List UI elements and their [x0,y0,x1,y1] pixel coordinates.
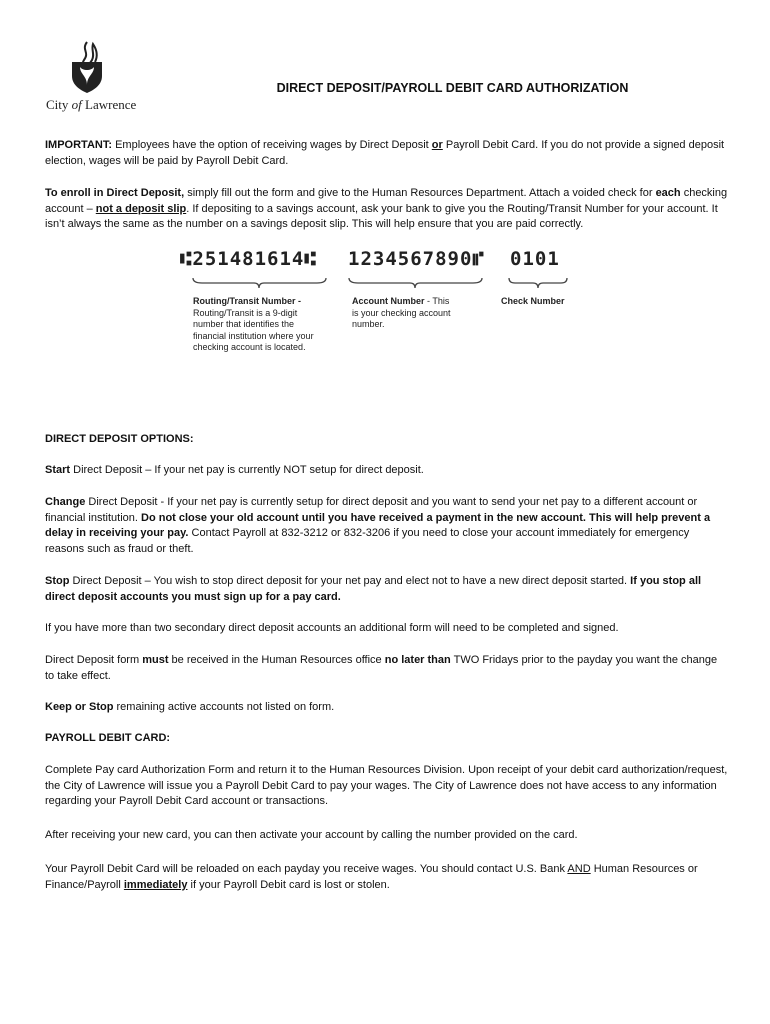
change-paragraph: Change Direct Deposit - If your net pay is currently setup for direct deposit and you want to send your net pay to a different account or financial institution. Do not close your old account until you have received a payment in the new account. This will help prevent a delay in receiving your pay. Contact Payroll at 832-3212 or 832-3206 if you need to close your account immediately for emergency reasons such as fraud or theft. [45,496,711,555]
page-title: DIRECT DEPOSIT/PAYROLL DEBIT CARD AUTHORIZATION [276,81,629,95]
deadline-paragraph: Direct Deposit form must be received in the Human Resources office no later than TWO Fridays prior to the payday you want the change to take effect. [45,654,718,682]
payroll-heading: PAYROLL DEBIT CARD: [45,732,171,744]
routing-label: Routing/Transit Number - Routing/Transit is a 9-digit number that identifies the financial institution where your checking account is located. [193,296,314,352]
activate-paragraph: After receiving your new card, you can then activate your account by calling the number provided on the card. [45,829,578,841]
check-brace-icon [508,277,568,289]
important-paragraph: IMPORTANT: Employees have the option of receiving wages by Direct Deposit or Payroll Debit Card. If you do not provide a signed deposit election, wages will be paid by Payroll Debit Card. [45,139,725,167]
reload-paragraph: Your Payroll Debit Card will be reloaded on each payday you receive wages. You should contact U.S. Bank AND Human Resources or Finance/Payroll immediately if your Payroll Debit card is lost or stolen. [45,863,698,891]
check-sample-diagram [180,248,580,378]
account-brace-icon [348,277,483,289]
city-logo [38,40,138,112]
routing-number: ⑆251481614⑆ [180,248,317,270]
account-number: 1234567890⑈ [348,248,485,270]
pay-card-paragraph: Complete Pay card Authorization Form and return it to the Human Resources Division. Upon receipt of your debit card authorization/request, the City of Lawrence will issue you a Payroll Debit Card to pay your wages. The City of Lawrence does not have access to any information regarding your Payroll Debit Card account or transactions. [45,764,728,808]
secondary-accounts-paragraph: If you have more than two secondary direct deposit accounts an additional form will need to be completed and signed. [45,622,619,634]
stop-paragraph: Stop Direct Deposit – You wish to stop direct deposit for your net pay and elect not to have a new direct deposit started. If you stop all direct deposit accounts you must sign up for a pay card. [45,575,702,603]
start-paragraph: Start Direct Deposit – If your net pay is currently NOT setup for direct deposit. [45,464,424,476]
check-number-label: Check Number [501,296,565,306]
logo-text: City of Lawrence [46,97,137,112]
account-label: Account Number - This is your checking account number. [352,296,451,329]
check-number: 0101 [510,248,560,270]
routing-brace-icon [192,277,327,289]
options-heading: DIRECT DEPOSIT OPTIONS: [45,433,194,445]
keep-stop-paragraph: Keep or Stop remaining active accounts not listed on form. [45,701,335,713]
enroll-paragraph: To enroll in Direct Deposit, simply fill out the form and give to the Human Resources Department. Attach a voided check for each checking account – not a deposit slip. If depositing to a savings account, ask your bank to give you the Routing/Transit Number for your account. It isn’t always the same as the number on a savings deposit slip. This will help ensure that you are paid correctly. [45,187,728,231]
